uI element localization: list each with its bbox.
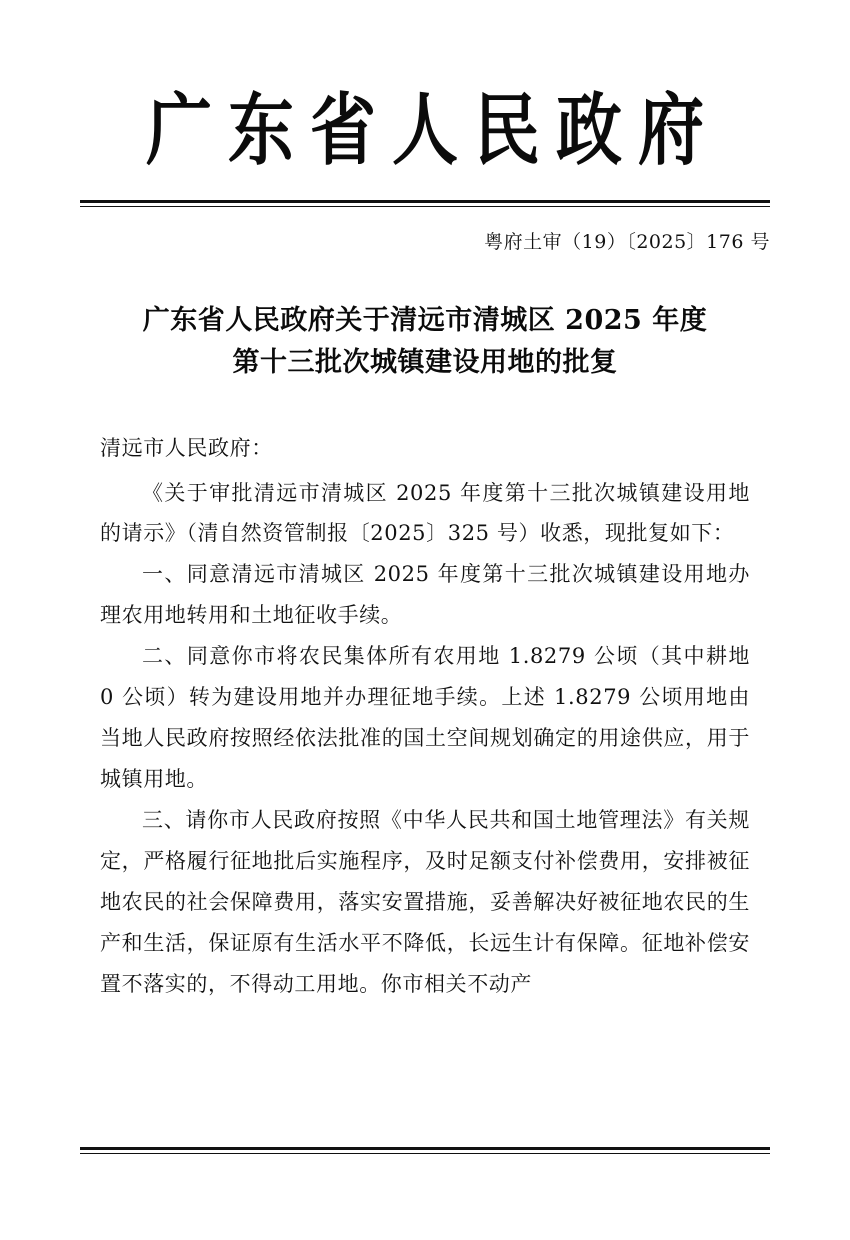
salutation: 清远市人民政府： bbox=[100, 435, 273, 460]
footer-divider bbox=[80, 1147, 770, 1154]
header-rule-thick bbox=[80, 200, 770, 203]
masthead-title: 广东省人民政府 bbox=[146, 83, 720, 176]
page-title-line-1: 广东省人民政府关于清远市清城区 2025 年度 bbox=[142, 304, 708, 336]
document-body bbox=[100, 384, 750, 1005]
document-number: 粤府土审（19）〔2025〕176 号 bbox=[484, 230, 770, 253]
masthead bbox=[80, 0, 770, 176]
body-paragraph-3: 二、同意你市将农民集体所有农用地 1.8279 公顷（其中耕地 0 公顷）转为建设用地并办理征地手续。上述 1.8279 公顷用地由当地人民政府按照经依法批准的国土空间规划确定的用途供应，用于城镇用地。 bbox=[100, 644, 750, 792]
footer-rule-thick bbox=[80, 1147, 770, 1150]
body-paragraph-2: 一、同意清远市清城区 2025 年度第十三批次城镇建设用地办理农用地转用和土地征收手续。 bbox=[100, 562, 750, 628]
footer-rule-thin bbox=[80, 1153, 770, 1154]
page-title bbox=[105, 254, 745, 384]
body-paragraph-1: 《关于审批清远市清城区 2025 年度第十三批次城镇建设用地的请示》（清自然资管制报〔2025〕325 号）收悉，现批复如下： bbox=[100, 480, 750, 546]
page-title-line-2: 第十三批次城镇建设用地的批复 bbox=[232, 346, 618, 378]
body-paragraph-4: 三、请你市人民政府按照《中华人民共和国土地管理法》有关规定，严格履行征地批后实施程序，及时足额支付补偿费用，安排被征地农民的社会保障费用，落实安置措施，妥善解决好被征地农民的生产和生活，保证原有生活水平不降低，长远生计有保障。征地补偿安置不落实的，不得动工用地。你市相关不动产 bbox=[100, 808, 750, 996]
